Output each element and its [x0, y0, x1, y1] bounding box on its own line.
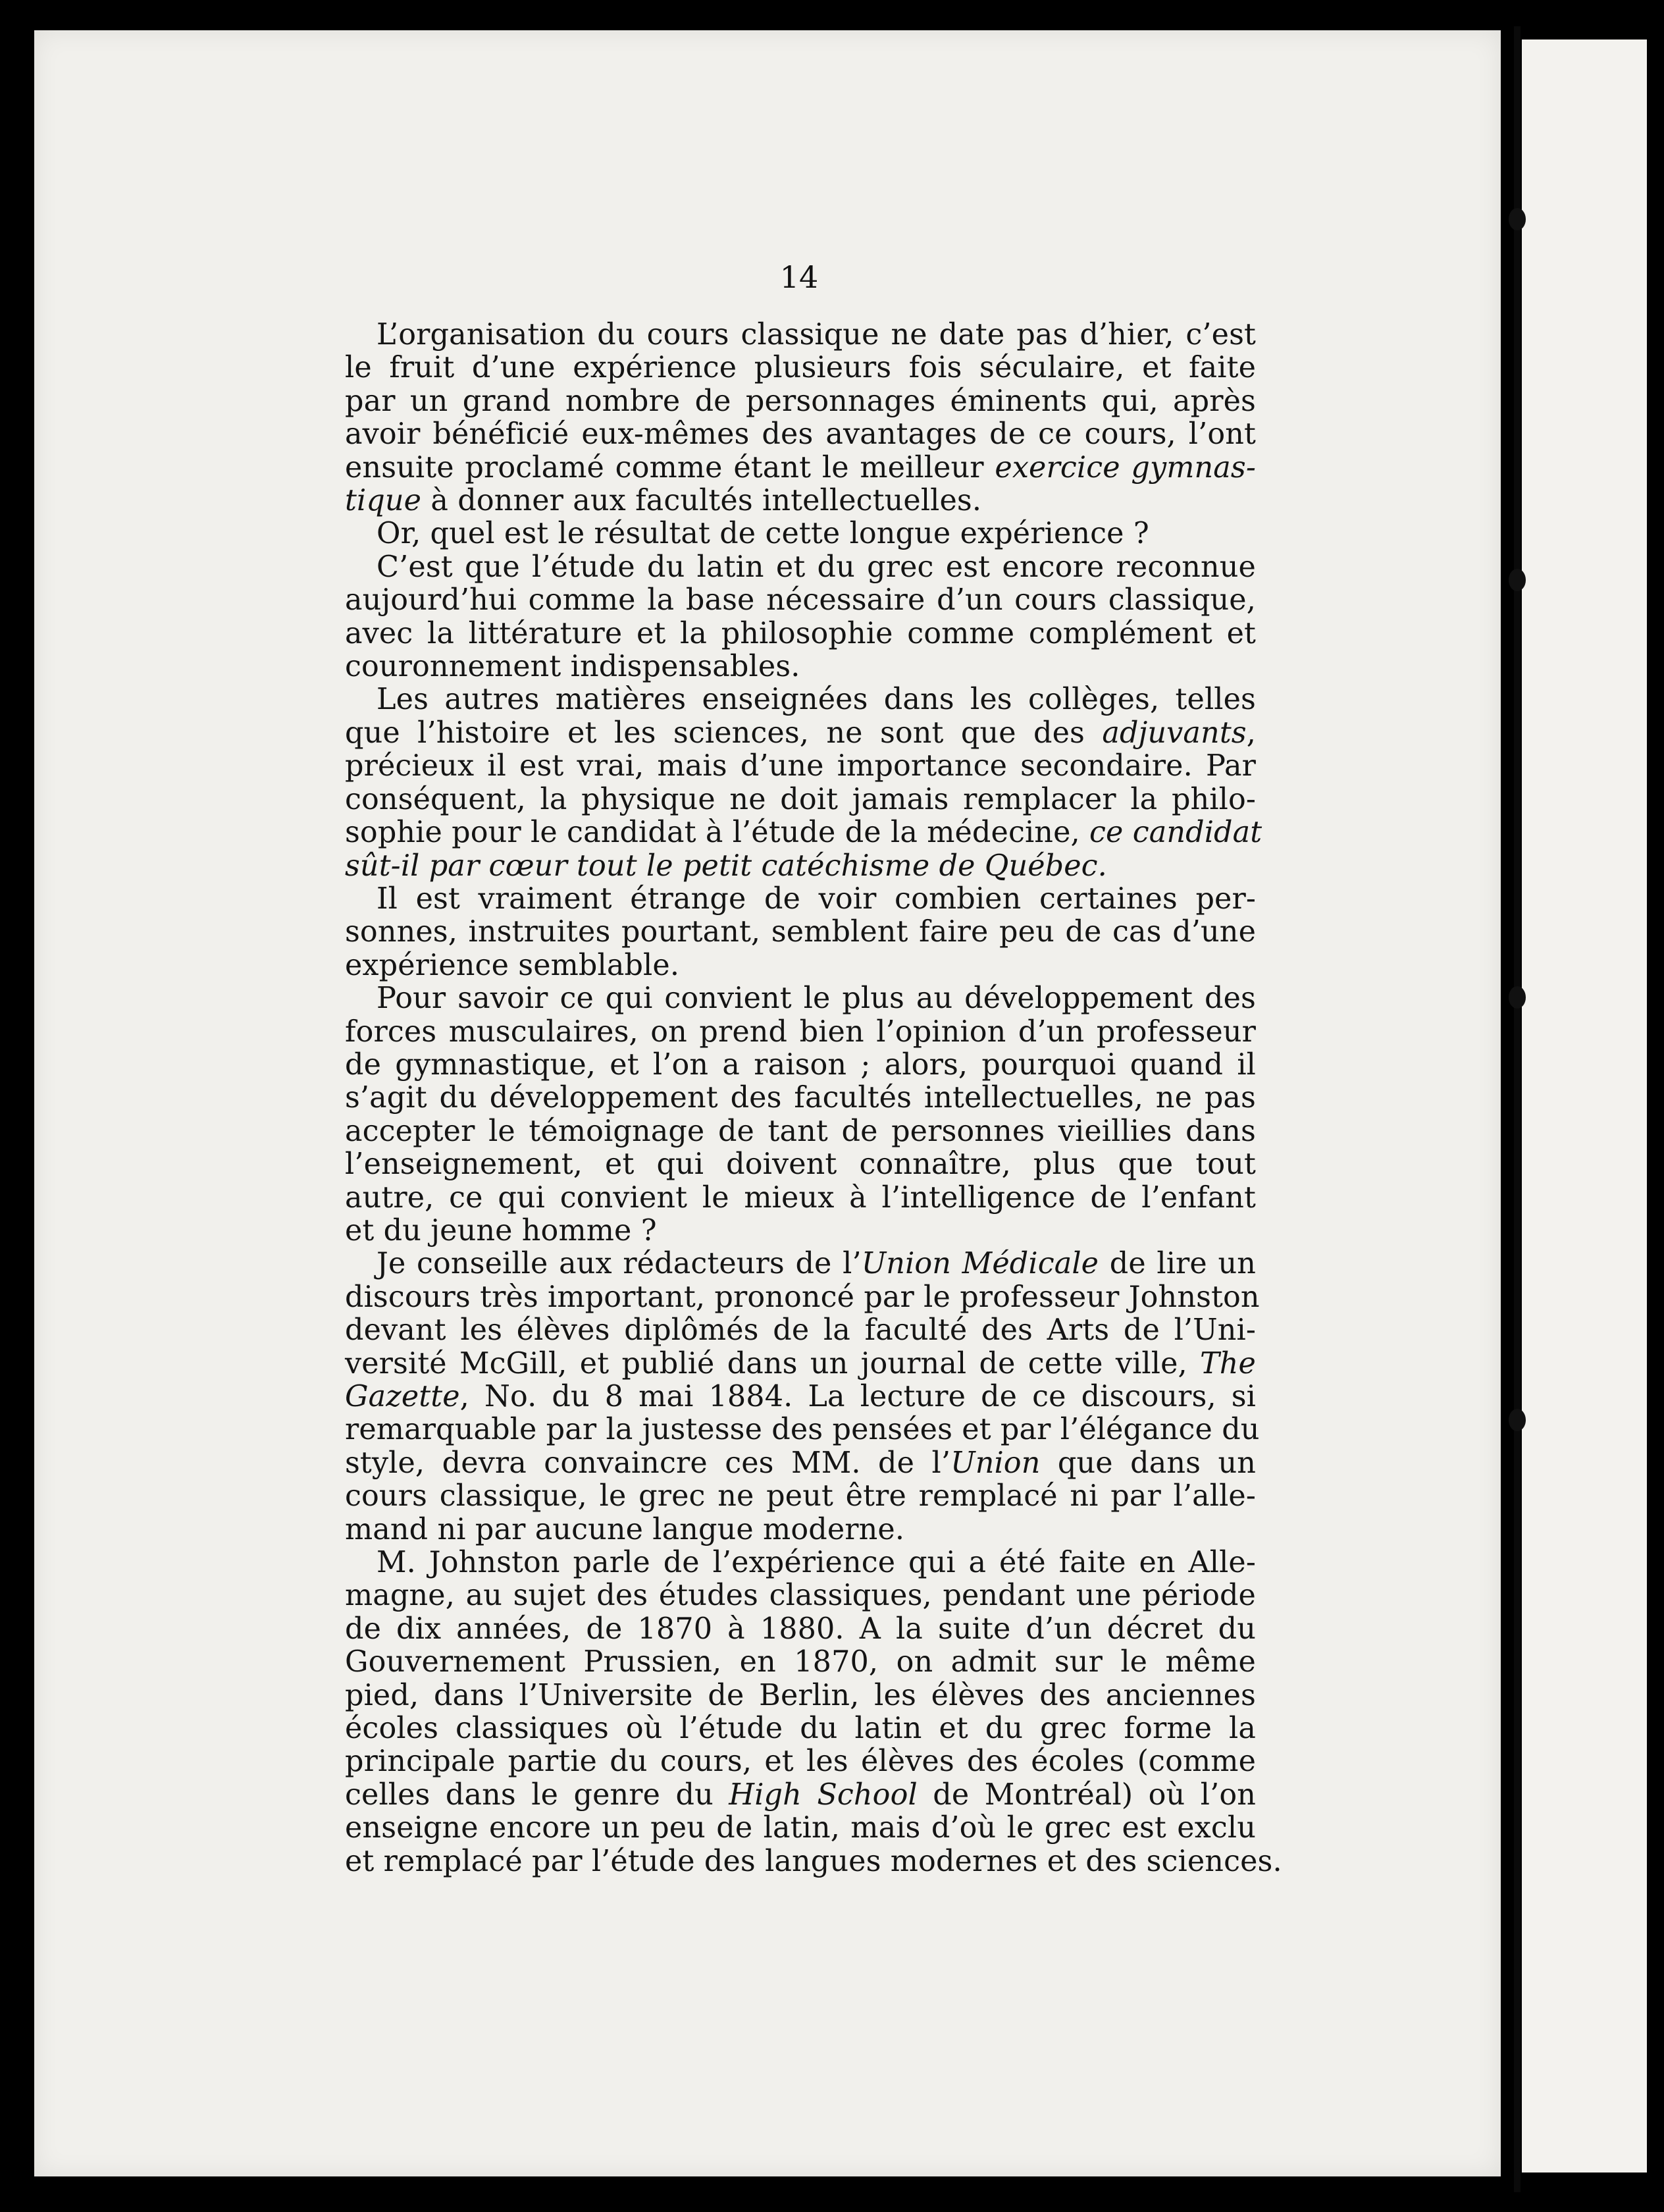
text-line: écoles classiques où l’étude du latin et du grec forme la	[345, 1712, 1256, 1746]
text-line: avec la littérature et la philosophie comme complément et	[345, 616, 1256, 650]
text-line: Les autres matières enseignées dans les collèges, telles	[377, 683, 1256, 717]
text-line: Pour savoir ce qui convient le plus au développement des	[377, 982, 1256, 1016]
body-text	[345, 318, 1282, 1878]
text-line: avoir bénéficié eux-mêmes des avantages de ce cours, l’ont	[345, 417, 1256, 452]
text-line: expérience semblable.	[345, 948, 680, 982]
binding-stitch	[1509, 986, 1526, 1009]
text-line: de dix années, de 1870 à 1880. A la suite d’un décret du	[345, 1612, 1256, 1646]
text-line: l’enseignement, et qui doivent connaître, plus que tout	[345, 1147, 1256, 1182]
text-line: L’organisation du cours classique ne date pas d’hier, c’est	[377, 318, 1256, 352]
text-line: devant les élèves diplômés de la faculté des Arts de l’Uni-	[345, 1313, 1256, 1348]
text-line: accepter le témoignage de tant de personnes vieillies dans	[345, 1114, 1256, 1148]
text-line: magne, au sujet des études classiques, pendant une période	[345, 1579, 1256, 1613]
text-line: et du jeune homme ?	[345, 1213, 657, 1248]
text-line: enseigne encore un peu de latin, mais d’où le grec est exclu	[345, 1811, 1256, 1845]
text-line: couronnement indispensables.	[345, 650, 800, 684]
text-line: autre, ce qui convient le mieux à l’intelligence de l’enfant	[345, 1180, 1256, 1215]
text-line: style, devra convaincre ces MM. de l’Union que dans un	[345, 1446, 1256, 1480]
text-line: que l’histoire et les sciences, ne sont que des adjuvants,	[345, 716, 1256, 750]
text-line: discours très important, prononcé par le professeur Johnston	[345, 1280, 1260, 1314]
text-line: par un grand nombre de personnages éminents qui, après	[345, 384, 1256, 418]
text-line: conséquent, la physique ne doit jamais remplacer la philo-	[345, 782, 1256, 816]
binding-stitch	[1509, 569, 1526, 591]
text-line: aujourd’hui comme la base nécessaire d’un cours classique,	[345, 583, 1256, 618]
text-line: principale partie du cours, et les élèves des écoles (comme	[345, 1745, 1256, 1779]
text-line: le fruit d’une expérience plusieurs fois séculaire, et faite	[345, 351, 1256, 385]
text-line: Or, quel est le résultat de cette longue expérience ?	[377, 517, 1149, 551]
binding-line	[1514, 26, 1521, 2192]
text-line: Il est vraiment étrange de voir combien certaines per-	[377, 882, 1256, 916]
text-line: C’est que l’étude du latin et du grec est encore reconnue	[377, 550, 1256, 584]
text-line: versité McGill, et publié dans un journal de cette ville, The	[345, 1346, 1256, 1381]
text-line: M. Johnston parle de l’expérience qui a été faite en Alle-	[377, 1546, 1256, 1580]
text-line: et remplacé par l’étude des langues modernes et des sciences.	[345, 1844, 1282, 1878]
text-line: forces musculaires, on prend bien l’opinion d’un professeur	[345, 1014, 1256, 1049]
text-line: sût-il par cœur tout le petit catéchisme de Québec.	[345, 849, 1107, 883]
text-line: s’agit du développement des facultés intellectuelles, ne pas	[345, 1081, 1256, 1115]
binding-stitch	[1509, 1409, 1526, 1431]
text-line: Gazette, No. du 8 mai 1884. La lecture de ce discours, si	[345, 1380, 1256, 1413]
text-line: Gouvernement Prussien, en 1870, on admit sur le même	[345, 1645, 1256, 1679]
text-line: Je conseille aux rédacteurs de l’Union Médicale de lire un	[377, 1247, 1257, 1281]
text-line: remarquable par la justesse des pensées et par l’élégance du	[345, 1413, 1260, 1447]
text-line: tique à donner aux facultés intellectuelles.	[345, 484, 982, 518]
text-line: celles dans le genre du High School de Montréal) où l’on	[345, 1778, 1256, 1812]
page-number: 14	[779, 259, 819, 295]
binding-stitch	[1509, 208, 1526, 230]
text-line: précieux il est vrai, mais d’une importance secondaire. Par	[345, 749, 1256, 783]
text-line: sophie pour le candidat à l’étude de la médecine, ce candidat	[345, 816, 1262, 850]
text-line: de gymnastique, et l’on a raison ; alors, pourquoi quand il	[345, 1047, 1256, 1082]
text-line: ensuite proclamé comme étant le meilleur exercice gymnas-	[345, 450, 1256, 485]
text-line: mand ni par aucune langue moderne.	[345, 1512, 905, 1546]
facing-page-edge	[1522, 40, 1647, 2172]
text-line: sonnes, instruites pourtant, semblent faire peu de cas d’une	[345, 915, 1256, 949]
text-line: pied, dans l’Universite de Berlin, les élèves des anciennes	[345, 1678, 1256, 1712]
text-line: cours classique, le grec ne peut être remplacé ni par l’alle-	[345, 1479, 1256, 1514]
